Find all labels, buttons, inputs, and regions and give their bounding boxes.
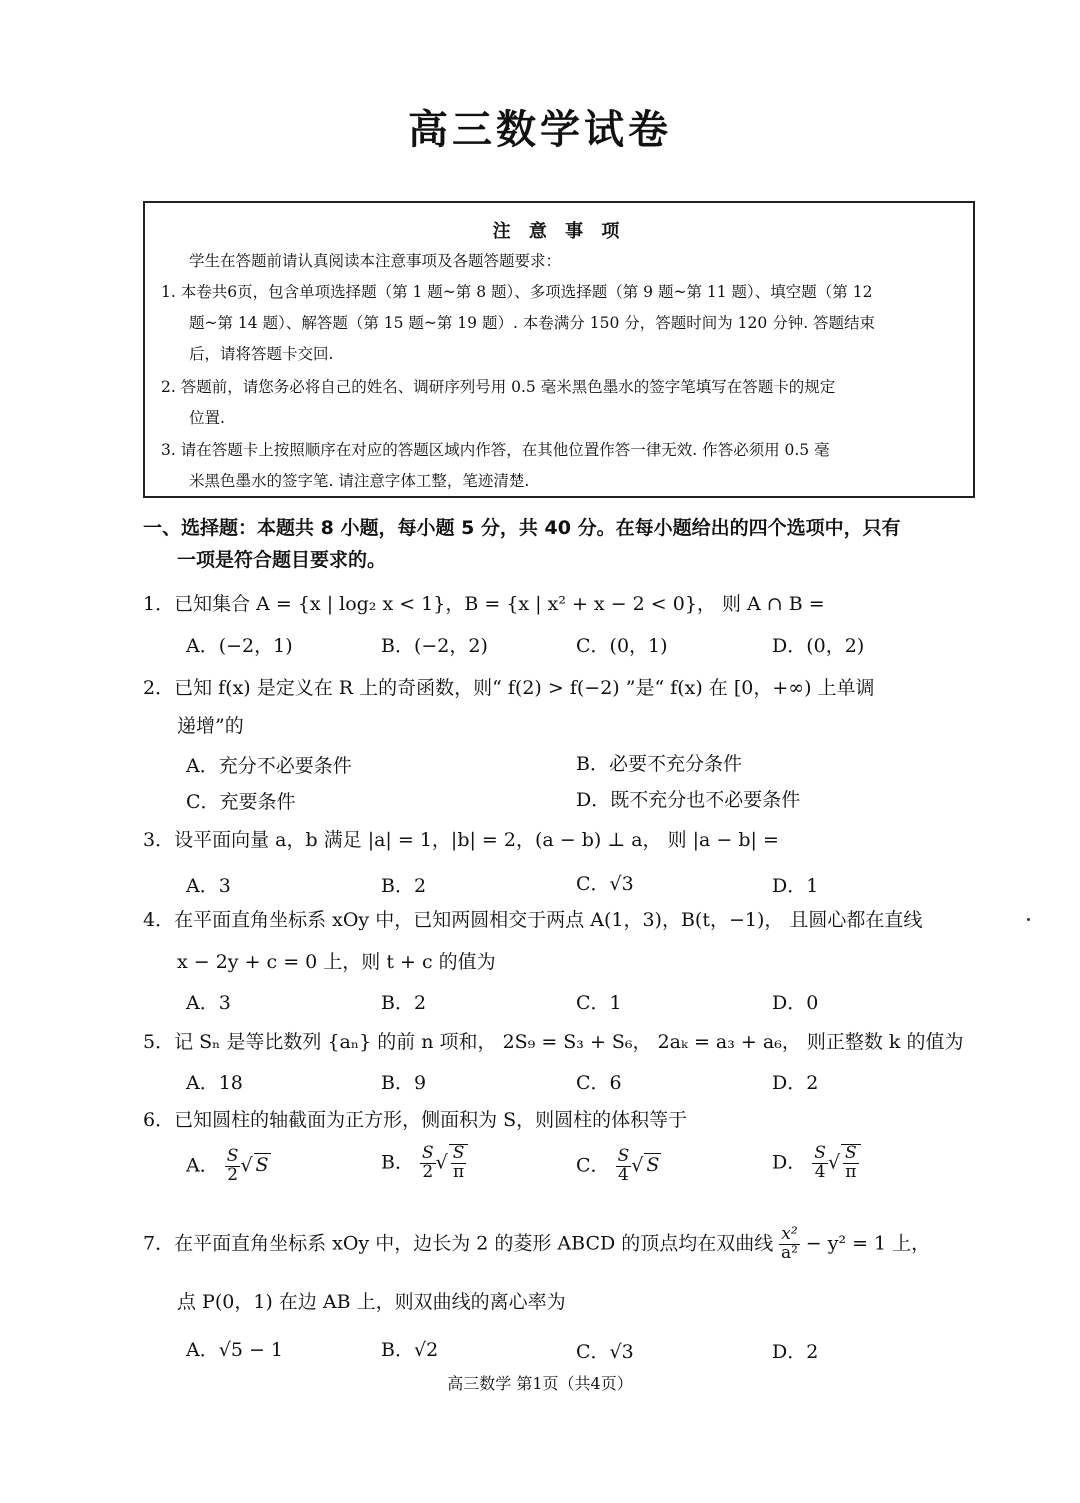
question-2-stem-cont: 递增”的 [177, 715, 244, 737]
question-6-stem: 6．已知圆柱的轴截面为正方形，侧面积为 S，则圆柱的体积等于 [143, 1109, 688, 1131]
notice-intro: 学生在答题前请认真阅读本注意事项及各题答题要求： [189, 252, 562, 270]
q6-option-b: B． $\frac{S}{2}$ √ $\frac{S}{\pi}$ [381, 1144, 468, 1182]
q7-option-a: A．√5 − 1 [186, 1339, 284, 1361]
q7-option-d: D．2 [772, 1341, 819, 1363]
q2-option-d: D．既不充分也不必要条件 [576, 789, 801, 811]
notice-line: 3. 请在答题卡上按照顺序在对应的答题区域内作答，在其他位置作答一律无效. 作答必须用 0.5 毫 [161, 441, 830, 459]
q3-option-b: B．2 [381, 875, 427, 897]
question-7-stem: 7．在平面直角坐标系 xOy 中，边长为 2 的菱形 ABCD 的顶点均在双曲线 $\frac{\text{x²}}{\text{a²}}$ − y² = 1 上， [143, 1224, 931, 1263]
q5-option-b: B．9 [381, 1072, 427, 1094]
q6-option-d: D． $\frac{S}{4}$ √ $\frac{S}{\pi}$ [772, 1144, 861, 1182]
q6-option-c: C． $\frac{S}{4}$ √ S [576, 1146, 660, 1185]
q3-option-a: A．3 [186, 875, 231, 897]
q6-option-a: A． $\frac{S}{2}$ √ S [186, 1146, 269, 1185]
q4-option-d: D．0 [772, 992, 819, 1014]
q7-option-b: B．√2 [381, 1339, 439, 1361]
question-4-stem-cont: x − 2y + c = 0 上，则 t + c 的值为 [177, 951, 496, 973]
q1-option-a: A．(−2，1) [186, 635, 293, 657]
question-5-stem: 5．记 Sₙ 是等比数列 {aₙ} 的前 n 项和， 2S₉ = S₃ + S₆， 2aₖ = a₃ + a₆， 则正整数 k 的值为 [143, 1031, 964, 1053]
q7-option-c: C．√3 [576, 1341, 634, 1363]
notice-line: 1. 本卷共6页，包含单项选择题（第 1 题~第 8 题）、多项选择题（第 9 题~第 11 题）、填空题（第 12 [161, 283, 873, 301]
notice-heading: 注 意 事 项 [492, 221, 626, 242]
q3-option-d: D．1 [772, 875, 819, 897]
notice-box [143, 201, 975, 498]
scan-speck [1027, 918, 1030, 921]
section-heading-cont: 一项是符合题目要求的。 [177, 549, 387, 571]
question-2-stem: 2．已知 f(x) 是定义在 R 上的奇函数，则“ f(2) > f(−2) ”是“ f(x) 在 [0，+∞) 上单调 [143, 677, 875, 699]
question-1-stem: 1．已知集合 A = {x | log₂ x < 1}，B = {x | x² + x − 2 < 0}， 则 A ∩ B = [143, 593, 825, 615]
question-3-stem: 3．设平面向量 a，b 满足 |a| = 1，|b| = 2，(a − b) ⊥ a， 则 |a − b| = [143, 829, 779, 851]
notice-line: 2. 答题前，请您务必将自己的姓名、调研序列号用 0.5 毫米黑色墨水的签字笔填写在答题卡的规定 [161, 378, 836, 396]
q2-option-b: B．必要不充分条件 [576, 753, 742, 775]
q5-option-d: D．2 [772, 1072, 819, 1094]
q1-option-c: C．(0，1) [576, 635, 668, 657]
q4-option-c: C．1 [576, 992, 622, 1014]
question-7-stem-cont: 点 P(0，1) 在边 AB 上，则双曲线的离心率为 [177, 1291, 566, 1313]
q2-option-c: C．充要条件 [186, 791, 296, 813]
page-title: 高三数学试卷 [408, 107, 672, 153]
q1-option-b: B．(−2，2) [381, 635, 488, 657]
q4-option-a: A．3 [186, 992, 231, 1014]
q1-option-d: D．(0，2) [772, 635, 865, 657]
q4-option-b: B．2 [381, 992, 427, 1014]
section-heading: 一、选择题：本题共 8 小题，每小题 5 分，共 40 分。在每小题给出的四个选项中，只有 [143, 517, 901, 539]
notice-line: 米黑色墨水的签字笔. 请注意字体工整，笔迹清楚. [189, 472, 530, 490]
notice-line: 后，请将答题卡交回. [189, 345, 334, 363]
notice-line: 位置. [189, 409, 225, 427]
page-footer: 高三数学 第1页（共4页） [447, 1374, 633, 1393]
q5-option-c: C．6 [576, 1072, 622, 1094]
question-4-stem: 4．在平面直角坐标系 xOy 中，已知两圆相交于两点 A(1，3)，B(t，−1)， 且圆心都在直线 [143, 909, 923, 931]
q2-option-a: A．充分不必要条件 [186, 755, 352, 777]
q5-option-a: A．18 [186, 1072, 243, 1094]
notice-line: 题~第 14 题）、解答题（第 15 题~第 19 题）. 本卷满分 150 分，答题时间为 120 分钟. 答题结束 [189, 314, 876, 332]
q3-option-c: C．√3 [576, 873, 634, 895]
